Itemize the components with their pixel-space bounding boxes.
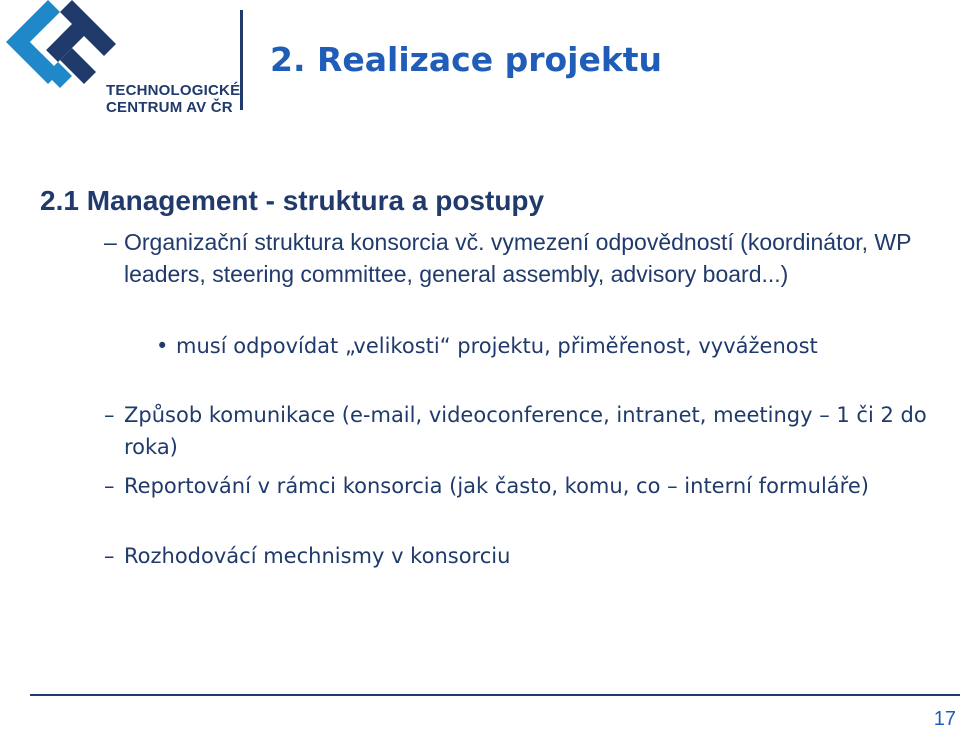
sub-list-item xyxy=(156,331,916,362)
dash-marker: – xyxy=(104,403,115,427)
page-number: 17 xyxy=(933,708,956,730)
list-item-text: Rozhodovácí mechnismy v konsorciu xyxy=(124,544,511,568)
section-heading: 2.1 Management - struktura a postupy xyxy=(40,185,545,216)
bullet-marker: • xyxy=(156,334,169,358)
tc-logo-icon xyxy=(0,0,120,120)
dash-marker: – xyxy=(104,544,115,568)
logo xyxy=(0,0,241,125)
list-item-text: Způsob komunikace (e-mail, videoconference, intranet, meetingy – 1 či 2 do roka) xyxy=(124,403,927,459)
list-item-text: Organizační struktura konsorcia vč. vymezení odpovědností (koordinátor, WP leaders, steering committee, general assembly, advisory board...) xyxy=(124,229,912,287)
logo-line-2: CENTRUM AV ČR xyxy=(106,99,233,116)
dash-marker: – xyxy=(104,474,115,498)
logo-wordmark xyxy=(106,82,240,116)
logo-line-1: TECHNOLOGICKÉ xyxy=(106,82,241,99)
footer-divider xyxy=(30,694,960,696)
sub-list-item-text: musí odpovídat „velikosti“ projektu, přiměřenost, vyváženost xyxy=(176,334,818,358)
dash-marker: – xyxy=(104,229,117,255)
list-item-text: Reportování v rámci konsorcia (jak často, komu, co – interní formuláře) xyxy=(124,474,869,498)
list-item xyxy=(104,540,954,572)
list-item xyxy=(104,399,954,463)
list-item xyxy=(104,226,954,290)
slide-title: 2. Realizace projektu xyxy=(270,40,663,79)
title-divider xyxy=(240,10,243,110)
list-item xyxy=(104,470,954,502)
